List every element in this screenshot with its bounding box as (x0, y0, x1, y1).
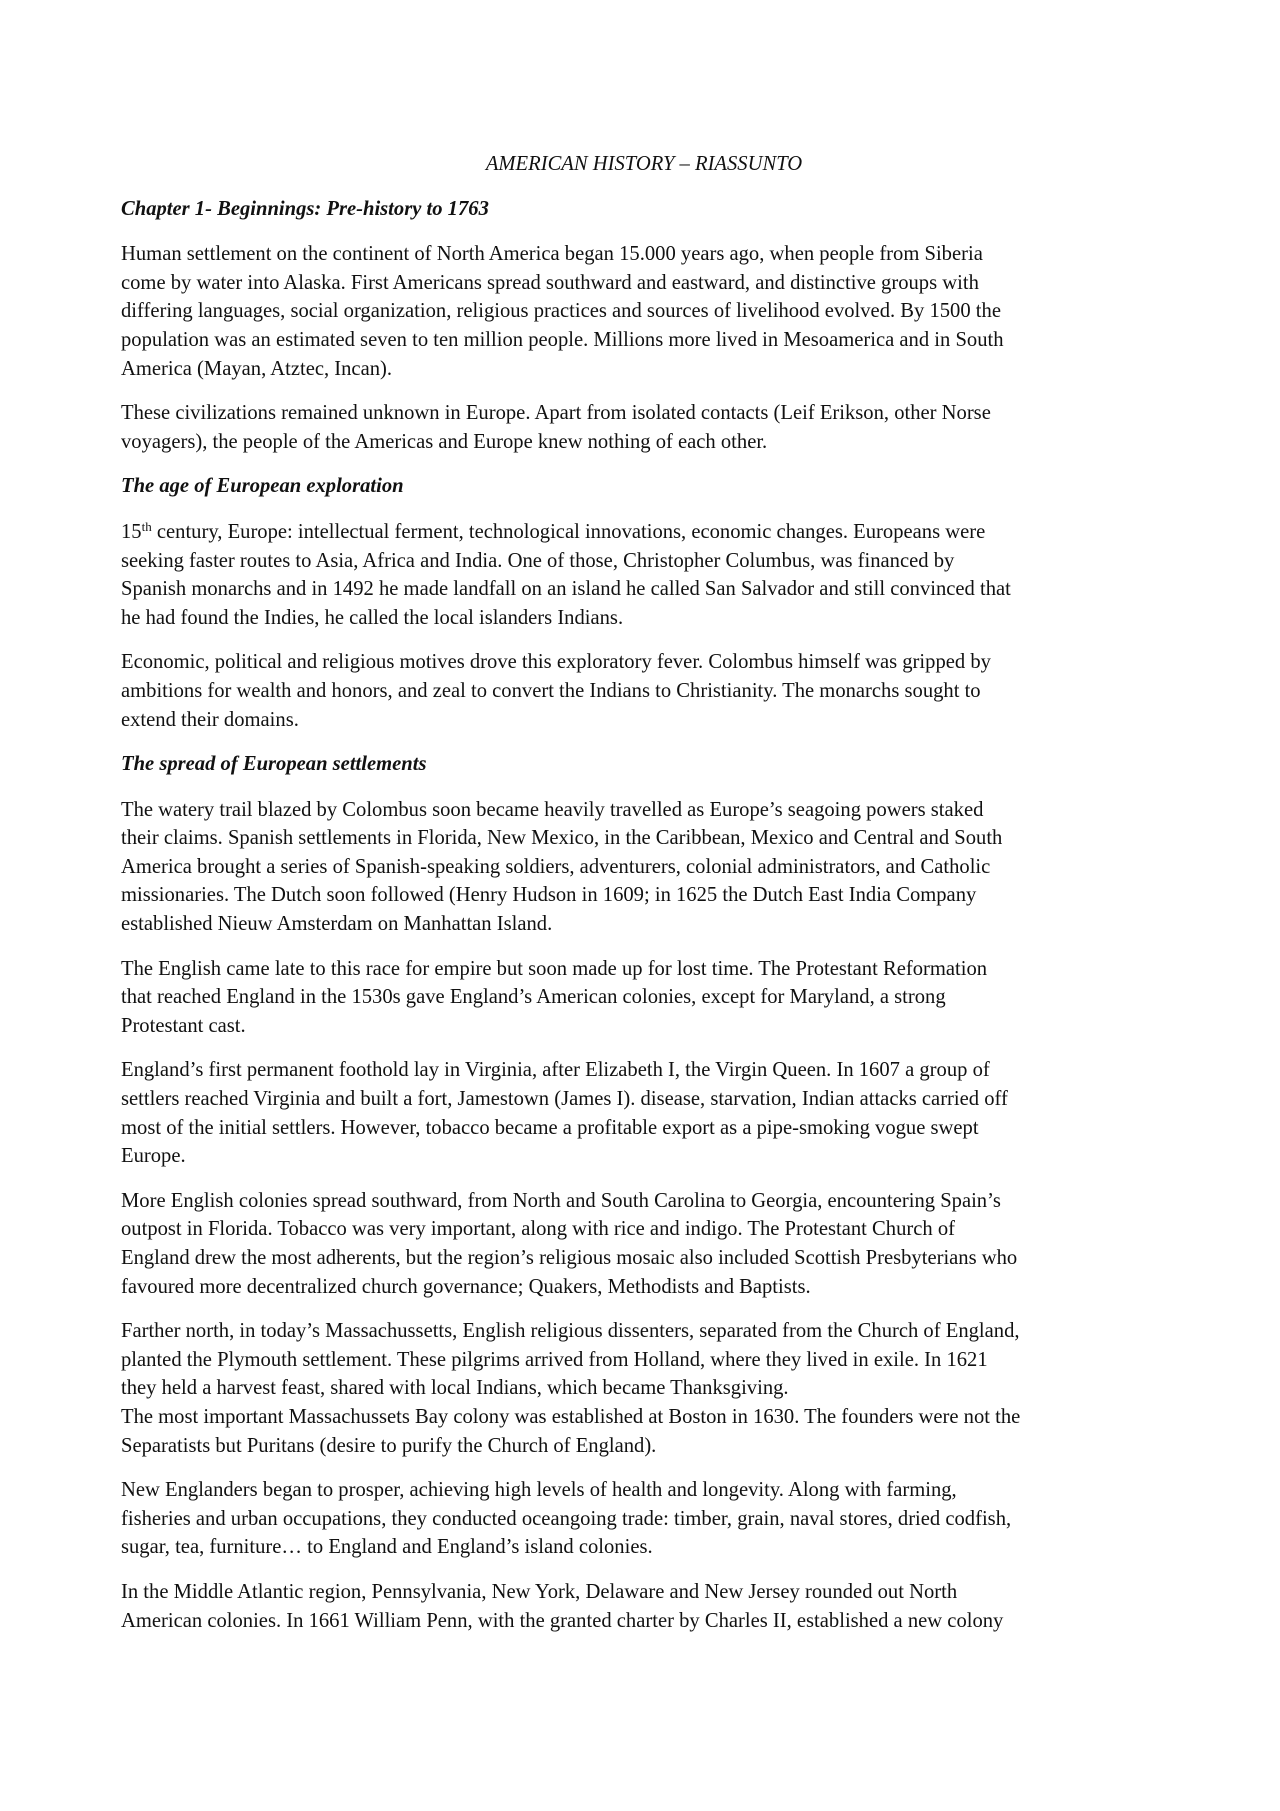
text-line: The most important Massachussets Bay colony was established at Boston in 1630. The founders were not the (121, 1405, 1021, 1428)
paragraph-fifteenth-century (121, 518, 1167, 632)
document-body (121, 150, 1167, 1651)
text-line: population was an estimated seven to ten million people. Millions more lived in Mesoamerica and in South (121, 328, 1004, 351)
text-line: their claims. Spanish settlements in Florida, New Mexico, in the Caribbean, Mexico and Central and South (121, 827, 1003, 850)
section-heading-settlements: The spread of European settlements (121, 753, 427, 776)
text-line: Farther north, in today’s Massachussetts, English religious dissenters, separated from the Church of England, (121, 1320, 1020, 1343)
paragraph-new-englanders (121, 1476, 1167, 1562)
text-line: extend their domains. (121, 708, 299, 731)
text-line: These civilizations remained unknown in Europe. Apart from isolated contacts (Leif Erikson, other Norse (121, 402, 991, 425)
chapter-heading: Chapter 1- Beginnings: Pre-history to 1763 (121, 197, 489, 220)
text-line: Spanish monarchs and in 1492 he made landfall on an island he called San Salvador and still convinced that (121, 578, 1011, 601)
text-line: come by water into Alaska. First Americans spread southward and eastward, and distinctive groups with (121, 271, 979, 294)
text-line: More English colonies spread southward, from North and South Carolina to Georgia, encountering Spain’s (121, 1189, 1001, 1212)
text-line-rest: century, Europe: intellectual ferment, technological innovations, economic changes. Europeans were (151, 520, 986, 543)
text-line (121, 518, 1167, 547)
text-line: American colonies. In 1661 William Penn, with the granted charter by Charles II, established a new colony (121, 1609, 1004, 1632)
text-line: America brought a series of Spanish-speaking soldiers, adventurers, colonial administrators, and Catholic (121, 855, 991, 878)
text-line: seeking faster routes to Asia, Africa and India. One of those, Christopher Columbus, was financed by (121, 549, 955, 572)
text-line: England drew the most adherents, but the region’s religious mosaic also included Scottish Presbyterians who (121, 1247, 1018, 1269)
text-line: In the Middle Atlantic region, Pennsylvania, New York, Delaware and New Jersey rounded out North (121, 1580, 958, 1603)
paragraph-watery-trail (121, 796, 1167, 939)
ordinal-superscript: th (141, 518, 152, 534)
text-line: that reached England in the 1530s gave England’s American colonies, except for Maryland, a strong (121, 986, 946, 1009)
text-line: England’s first permanent foothold lay in Virginia, after Elizabeth I, the Virgin Queen. In 1607 a group of (121, 1059, 990, 1082)
text-line: The watery trail blazed by Colombus soon became heavily travelled as Europe’s seagoing powers staked (121, 798, 984, 821)
paragraph-settlement (121, 240, 1167, 383)
text-line: Human settlement on the continent of North America began 15.000 years ago, when people from Siberia (121, 243, 983, 266)
text-line: Protestant cast. (121, 1014, 246, 1037)
text-line: New Englanders began to prosper, achieving high levels of health and longevity. Along with farming, (121, 1479, 957, 1502)
paragraph-motives (121, 648, 1167, 734)
text-line: Europe. (121, 1145, 186, 1168)
text-line: missionaries. The Dutch soon followed (Henry Hudson in 1609; in 1625 the Dutch East India Company (121, 884, 977, 907)
text-line: Economic, political and religious motives drove this exploratory fever. Colombus himself was gripped by (121, 651, 991, 674)
text-line: he had found the Indies, he called the local islanders Indians. (121, 606, 624, 629)
text-line: ambitions for wealth and honors, and zeal to convert the Indians to Christianity. The monarchs sought to (121, 679, 981, 702)
text-line: voyagers), the people of the Americas and Europe knew nothing of each other. (121, 430, 768, 453)
text-line: Separatists but Puritans (desire to purify the Church of England). (121, 1434, 657, 1457)
paragraph-english-came-late (121, 955, 1167, 1041)
paragraph-virginia (121, 1056, 1167, 1170)
paragraph-plymouth (121, 1317, 1167, 1403)
text-line: they held a harvest feast, shared with local Indians, which became Thanksgiving. (121, 1377, 789, 1400)
text-line: favoured more decentralized church governance; Quakers, Methodists and Baptists. (121, 1275, 811, 1298)
paragraph-southern-colonies (121, 1187, 1167, 1301)
text-line: planted the Plymouth settlement. These pilgrims arrived from Holland, where they lived in exile. In 1621 (121, 1348, 988, 1371)
century-number: 15 (121, 520, 142, 543)
document-title: AMERICAN HISTORY – RIASSUNTO (485, 153, 803, 175)
section-heading-exploration: The age of European exploration (121, 475, 404, 498)
paragraph-middle-atlantic (121, 1578, 1167, 1635)
text-line: most of the initial settlers. However, tobacco became a profitable export as a pipe-smoking vogue swept (121, 1116, 979, 1139)
paragraph-massachusetts-bay (121, 1403, 1167, 1460)
text-line: outpost in Florida. Tobacco was very important, along with rice and indigo. The Protestant Church of (121, 1218, 955, 1241)
text-line: differing languages, social organization, religious practices and sources of livelihood evolved. By 1500 the (121, 300, 1001, 323)
paragraph-civilizations (121, 399, 1167, 456)
text-line: America (Mayan, Atztec, Incan). (121, 357, 393, 380)
text-line: fisheries and urban occupations, they conducted oceangoing trade: timber, grain, naval stores, dried codfish, (121, 1507, 1012, 1530)
text-line: established Nieuw Amsterdam on Manhattan Island. (121, 913, 553, 936)
text-line: settlers reached Virginia and built a fort, Jamestown (James I). disease, starvation, Indian attacks carried off (121, 1088, 1008, 1111)
text-line: The English came late to this race for empire but soon made up for lost time. The Protestant Reformation (121, 957, 988, 980)
text-line: sugar, tea, furniture… to England and England’s island colonies. (121, 1536, 653, 1559)
